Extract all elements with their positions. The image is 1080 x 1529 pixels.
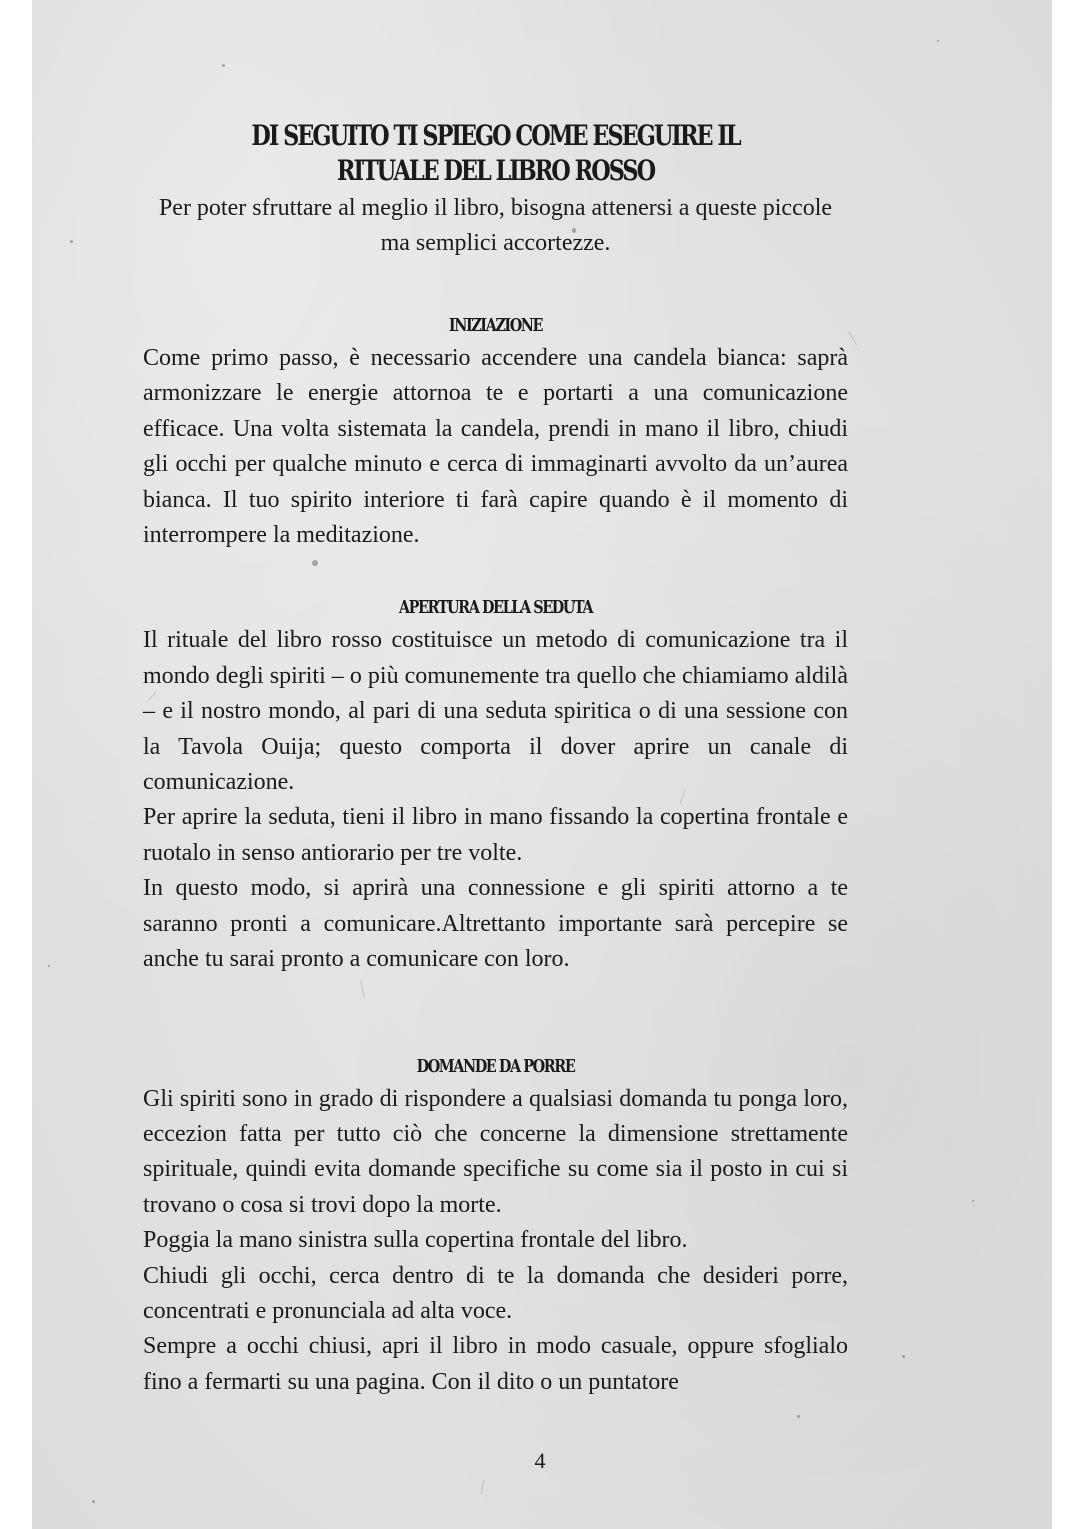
section-iniziazione <box>143 311 848 553</box>
section-heading: INIZIAZIONE <box>448 315 543 336</box>
intro-paragraph: Per poter sfruttare al meglio il libro, bisogna attenersi a queste piccole ma semplici accortezze. <box>158 195 833 256</box>
body-paragraph: Chiudi gli occhi, cerca dentro di te la domanda che desideri porre, concentrati e pronunciala ad alta voce. <box>143 1262 848 1324</box>
paper-fiber <box>848 331 857 345</box>
page-number: 4 <box>534 1448 546 1473</box>
section-apertura-della-seduta <box>143 593 848 977</box>
body-paragraph: Sempre a occhi chiusi, apri il libro in modo casuale, oppure sfoglialo fino a fermarti su una pagina. Con il dito o un puntatore <box>143 1333 848 1395</box>
paper-speck <box>92 1500 95 1503</box>
paper-fiber <box>481 1480 484 1494</box>
paper-speck <box>797 1415 800 1418</box>
body-paragraph: Per aprire la seduta, tieni il libro in mano fissando la copertina frontale e ruotalo in senso antiorario per tre volte. <box>143 804 848 866</box>
page-content <box>143 118 848 1400</box>
paper-speck <box>222 64 225 67</box>
body-paragraph: Il rituale del libro rosso costituisce un metodo di comunicazione tra il mondo degli spiriti – o più comunemente tra quello che chiamiamo aldilà – e il nostro mondo, al pari di una seduta spiritica o di una sessione con la Tavola Ouija; questo comporta il dover aprire un canale di comunicazione. <box>143 627 848 796</box>
paper-speck <box>70 240 73 243</box>
section-heading: DOMANDE DA PORRE <box>416 1055 575 1077</box>
body-paragraph: Poggia la mano sinistra sulla copertina frontale del libro. <box>143 1227 688 1254</box>
paper-speck <box>937 40 939 42</box>
page-title: DI SEGUITO TI SPIEGO COME ESEGUIRE IL RITUALE DEL LIBRO ROSSO <box>251 119 740 187</box>
body-paragraph: Come primo passo, è necessario accendere una candela bianca: saprà armonizzare le energie attornoa te e portarti a una comunicazione efficace. Una volta sistemata la candela, prendi in mano il libro, chiudi gli occhi per qualche minuto e cerca di immaginarti avvolto da un’aurea bianca. Il tuo spirito interiore ti farà capire quando è il momento di interrompere la meditazione. <box>143 345 848 549</box>
paper-speck <box>48 965 50 967</box>
paper-speck <box>902 1355 905 1358</box>
body-paragraph: Gli spiriti sono in grado di rispondere a qualsiasi domanda tu ponga loro, eccezion fatta per tutto ciò che concerne la dimensione strettamente spirituale, quindi evita domande specifiche su come sia il posto in cui si trovano o cosa si trovi dopo la morte. <box>143 1085 848 1218</box>
section-heading: APERTURA DELLA SEDUTA <box>398 597 593 619</box>
section-domande-da-porre <box>143 1052 848 1401</box>
paper-speck <box>972 1200 974 1202</box>
body-paragraph: In questo modo, si aprirà una connessione e gli spiriti attorno a te saranno pronti a comunicare.Altrettanto importante sarà percepire se anche tu sarai pronto a comunicare con loro. <box>143 875 848 973</box>
